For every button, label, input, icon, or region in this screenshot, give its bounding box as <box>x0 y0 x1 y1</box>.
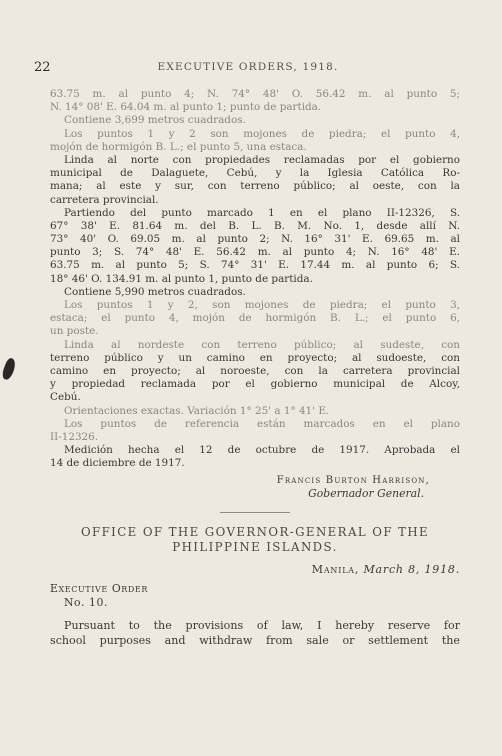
text-line: punto 3; S. 74° 48' E. 56.42 m. al punto 4; N. 16° 48' E. <box>50 246 460 259</box>
signatory-name: Francis Burton Harrison, <box>276 475 430 487</box>
signatory-title: Gobernador General. <box>308 487 424 501</box>
order-number: No. 10. <box>64 596 108 610</box>
dateline-place: Manila, <box>311 563 360 577</box>
text-line: N. 14° 08' E. 64.04 m. al punto 1; punto de partida. <box>50 101 322 114</box>
text-line: un poste. <box>50 325 99 338</box>
boundaries-2 <box>50 339 460 405</box>
survey-block-1 <box>50 88 460 154</box>
reference-note <box>50 418 460 444</box>
text-line: II-12326. <box>50 430 99 443</box>
text-line: 63.75 m. al punto 5; S. 74° 31' E. 17.44 m. al punto 6; S. <box>50 259 460 272</box>
text-line: Linda al nordeste con terreno público; al sudeste, con <box>64 338 460 351</box>
signature-block <box>50 474 460 500</box>
text-line: Linda al norte con propiedades reclamadas por el gobierno <box>64 153 460 166</box>
text-line: 18° 46' O. 134.91 m. al punto 1, punto de partida. <box>50 272 313 285</box>
text-line: mana; al este y sur, con terreno público; al oeste, con la <box>50 180 460 193</box>
area-line: Contiene 5,990 metros cuadrados. <box>64 285 246 298</box>
text-line: y propiedad reclamada por el gobierno municipal de Alcoy, <box>50 378 460 391</box>
text-line: terreno público y un camino en proyecto; al sudoeste, con <box>50 351 460 364</box>
orientation-line: Orientaciones exactas. Variación 1° 25' a 1° 41' E. <box>64 404 330 417</box>
dateline <box>50 563 460 576</box>
office-heading <box>50 525 460 555</box>
text-line: 14 de diciembre de 1917. <box>50 457 185 470</box>
order-type: Executive Order <box>50 582 148 596</box>
order-text <box>50 618 460 648</box>
text-line: 67° 38' E. 81.64 m. del B. L. B. M. No. 1, desde allí N. <box>50 219 460 232</box>
text-line: estaca; el punto 4, mojón de hormigón B. L.; el punto 6, <box>50 312 460 325</box>
text-line: municipal de Dalaguete, Cebú, y la Iglesia Católica Ro- <box>50 167 460 180</box>
text-line: school purposes and withdraw from sale or settlement the <box>50 634 460 648</box>
document-body <box>50 88 460 648</box>
dateline-date: March 8, 1918. <box>363 563 460 577</box>
running-head: EXECUTIVE ORDERS, 1918. <box>157 61 339 73</box>
text-line: carretera provincial. <box>50 193 159 206</box>
office-heading-line: OFFICE OF THE GOVERNOR-GENERAL OF THE <box>80 525 430 540</box>
survey-block-2 <box>50 207 460 299</box>
text-line: mojón de hormigón B. L.; el punto 5, una estaca. <box>50 140 307 153</box>
text-line: Medición hecha el 12 de octubre de 1917. Aprobada el <box>64 444 460 457</box>
boundaries-1 <box>50 154 460 207</box>
text-line: Partiendo del punto marcado 1 en el plano II-12326, S. <box>64 206 460 219</box>
text-line: Los puntos de referencia están marcados en el plano <box>64 417 460 430</box>
office-heading-line: PHILIPPINE ISLANDS. <box>172 540 338 555</box>
executive-order-label <box>50 582 460 610</box>
page-header <box>34 60 462 76</box>
text-line: Pursuant to the provisions of law, I hereby reserve for <box>64 619 460 633</box>
ink-blot <box>1 357 18 381</box>
measurement-note <box>50 444 460 470</box>
area-line: Contiene 3,699 metros cuadrados. <box>64 114 246 127</box>
text-line: camino en proyecto; al noroeste, con la carretera provincial <box>50 364 460 377</box>
section-divider <box>220 512 290 513</box>
text-line: 73° 40' O. 69.05 m. al punto 2; N. 16° 31' E. 69.65 m. al <box>50 233 460 246</box>
text-line: Los puntos 1 y 2, son mojones de piedra; el punto 3, <box>64 299 460 311</box>
page-number: 22 <box>34 60 51 75</box>
points-2 <box>50 299 460 339</box>
text-line: Los puntos 1 y 2 son mojones de piedra; el punto 4, <box>64 127 460 140</box>
text-line: 63.75 m. al punto 4; N. 74° 48' O. 56.42 m. al punto 5; <box>50 88 460 100</box>
text-line: Cebú. <box>50 391 81 404</box>
